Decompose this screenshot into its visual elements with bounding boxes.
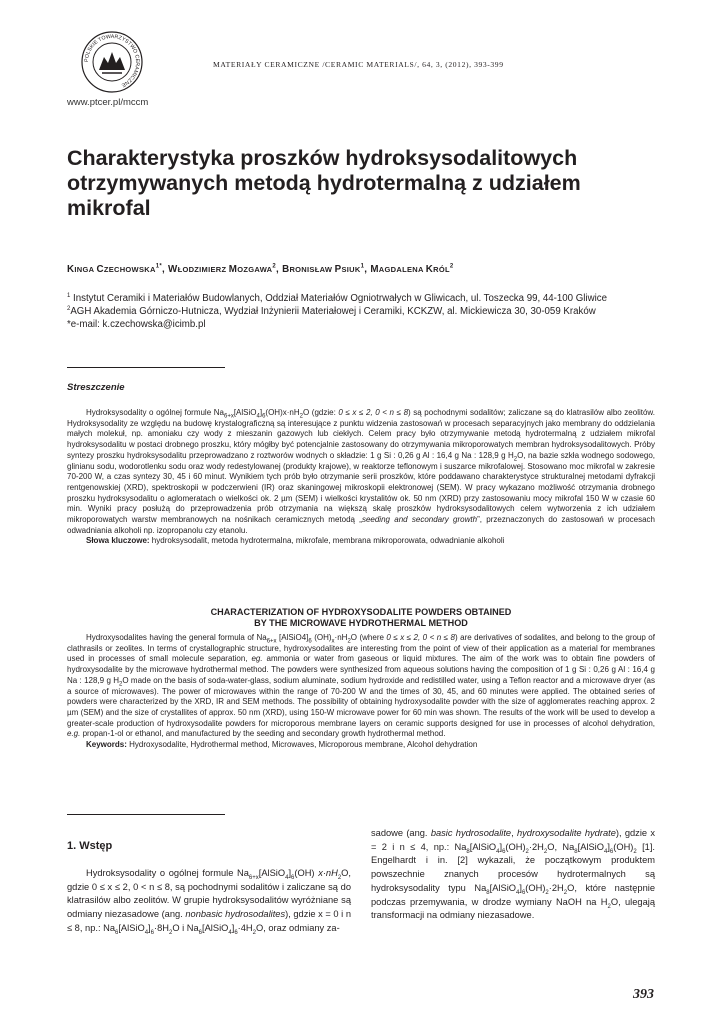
contact-email[interactable]: *e-mail: k.czechowska@icimb.pl [67, 319, 206, 330]
affiliation-2: $^2$AGH Akademia Górniczo-Hutnicza, Wydział Inżynierii Materiałowej i Ceramiki, KCKZW, al. Mickiewicza 30, 30-059 Kraków [67, 305, 596, 317]
body-column-right [371, 827, 655, 923]
society-logo [80, 30, 144, 94]
abstract-paragraph: Hydroxysodalites having the general formula of $Na_{6+x}$ $[AlSiO4]_6$ $(OH)_x\cdot nH_2O$ (where 0 ≤ x ≤ 2, 0 < n ≤ 8) are derivatives of sodalites, and belong to the group of clathrasils or zeolites. In terms of crystallographic structure, hydroxysodalites are interesting from the point of view of their application as a material for membranes used in processes of small molecule separation, eg. ammonia or water from gaseous or liquid mixtures. The aim of the work was to obtain fine powders of hydroxysodalite by the microwave hydrothermal method. The powders were synthesized from aqueous solutions having the composition of 1 g Si : 0,26 g Al : 16,4 g Na : 128,9 g $H_2O$ made on the basis of soda-water-glass, sodium aluminate, sodium hydroxide and redistilled water, using a Teflon reactor and a microwave dryer (as a source of microwaves). The power of microwaves within the range of 70-200 W and the times of 30, 45, and 60 minutes were applied. The obtained series of powders were characterized by the XRD, IR and SEM methods. The possibility of obtaining hydroxysodalite powder with the size of agglomerates reaching approx. 2 µm (SEM) and the size of crystallites of approx. 50 nm (XRD), using 150-W microwave power for 60 min was shown. The results of the work will be used to develop a greater-scale production of hydroxysodalite powders for microporous membrane layers on ceramic supports designed for use in processes of alcohol dehydration, e.g. propan-1-ol or ethanol, and manufactured by the seeding and secondary growth hydrothermal method. [67, 633, 656, 739]
abstract-polish [67, 408, 655, 547]
article-title: Charakterystyka proszków hydroksysodalitowych otrzymywanych metodą hydrotermalną z udziałem mikrofal [67, 146, 581, 220]
affiliations [67, 292, 667, 331]
divider [67, 367, 225, 368]
author: MAGDALENA KRÓL$^2$ [370, 263, 454, 275]
abstract-heading: Streszczenie [67, 382, 125, 393]
english-title: CHARACTERIZATION OF HYDROXYSODALITE POWDERS OBTAINED BY THE MICROWAVE HYDROTHERMAL METHOD [210, 607, 512, 628]
body-column-left [67, 867, 351, 936]
author: KINGA $CZECHOWSKA^{1*}$ [67, 263, 162, 275]
author-list: KINGA $CZECHOWSKA^{1*}$, WŁODZIMIERZ MOZGAWA$^2$, BRONISŁAW PSIUK$^1$, MAGDALENA KRÓL$^2$ [67, 263, 454, 275]
body-paragraph: sadowe (ang. basic hydrosodalite, hydroxysodalite hydrate), gdzie x = 2 i n ≤ 4, np.: $Na_8[AlSiO_4]_6(OH)_2\cdot 2H_2O$, $Na_8[AlSiO_4]_6(OH)_2$ [1]. Engelhardt i in. [2] wykazali, że początkowym produktem powszechnie znanych procesów hydrotermalnych są hydroksysodality typu $Na_8[AlSiO_4]_6(OH)_2\cdot 2H_2O$, które następnie podczas przemywania, w drodze wymiany NaOH na $H_2O$, ulegają transformacji na odmiany niezasadowe. [371, 828, 655, 921]
keywords-polish: Słowa kluczowe: hydroksysodalit, metoda hydrotermalna, mikrofale, membrana mikroporowata, odwadnianie alkoholi [86, 536, 505, 546]
divider [67, 814, 225, 815]
affiliation-1: $^1$ Instytut Ceramiki i Materiałów Budowlanych, Oddział Materiałów Ogniotrwałych w Gliwicach, ul. Toszecka 99, 44-100 Gliwice [67, 292, 607, 304]
body-paragraph: Hydroksysodality o ogólnej formule $Na_{6+x}[AlSiO_4]_6(OH)$ $x\cdot nH_2O$, gdzie 0 ≤ x ≤ 2, 0 < n ≤ 8, są pochodnymi sodalitów i zaliczane są do klatrasilów albo zeolitów. W grupie hydroksysodalitów wyróżniane są odmiany niezasadowe (ang. nonbasic hydrosodalites), gdzie x = 0 i n ≤ 8, np.: $Na_6[AlSiO_4]_6\cdot 8H_2O$ i $Na_6[AlSiO_4]_6\cdot 4H_2O$, oraz odmiany za- [67, 868, 351, 936]
page-number: 393 [633, 987, 654, 1002]
author: WŁODZIMIERZ MOZGAWA$^2$ [168, 263, 277, 275]
section-heading: 1. Wstęp [67, 840, 113, 852]
journal-website[interactable]: www.ptcer.pl/mccm [67, 97, 149, 108]
abstract-english [67, 633, 655, 751]
author: BRONISŁAW PSIUK$^1$ [282, 263, 365, 275]
keywords-english: Keywords: Hydroxysodalite, Hydrothermal method, Microwaves, Microporous membrane, Alcohol dehydration [86, 740, 478, 750]
journal-citation: MATERIAŁY CERAMICZNE /CERAMIC MATERIALS/, 64, 3, (2012), 393-399 [213, 60, 504, 69]
logo-ring-text: POLSKIE TOWARZYSTWO CERAMICZNE [83, 33, 141, 88]
abstract-paragraph: Hydroksysodality o ogólnej formule $Na_{6+x}[AlSiO_4]_6(OH)x\cdot nH_2O$ (gdzie: 0 ≤ x ≤ 2, 0 < n ≤ 8) są pochodnymi sodalitów; zaliczane są do klatrasilów albo zeolitów. Hydroksysodality ze względu na budowę krystalograficzną są interesujące z punktu widzenia zastosowań w procesach separacyjnych jako membrany do oddzielania małych molekuł, np. amoniaku czy wody z mieszanin gazowych lub ciekłych. Celem pracy było otrzymywanie metodą hydrotermalną z udziałem mikrofal hydroksysodalitu w postaci drobnego proszku, który mógłby być potencjalnie zastosowany do otrzymywania mikroporowatych membran hydroksysodalitowych. Próby syntezy proszku hydroksysodalitu przeprowadzano z roztworów wodnych o składzie: 1 g Si : 0,26 g Al : 16,4 g Na : 128,9 g $H_2O$, na bazie szkła wodnego sodowego, glinianu sodu, wodorotlenku sodu oraz wody redestylowanej (produkty krajowe), w reaktorze teflonowym i suszarce mikrofalowej. Stosowano moc mikrofal w zakresie 70-200 W, a czas syntezy 30, 45 i 60 minut. Wynikiem tych prób było otrzymanie serii proszków, które poddawano charakterystyce strukturalnej metodami dyfrakcji rentgenowskiej (XRD), spektroskopii w podczerwieni (IR) oraz skaningowej mikroskopii elektronowej (SEM). W pracy wykazano możliwość otrzymania drobnego proszku hydroksysodalitu o aglomeratach o wielkości ok. 2 µm (SEM) i wielkości krystalitów ok. 50 nm (XRD) przy zastosowaniu mocy mikrofal 150 W w czasie 60 min. Wyniki pracy posłużą do przeprowadzenia prób otrzymania na większą skalę proszków hydroksysodalitowych celem wytworzenia z ich udziałem mikroporowatych warstw membranowych na nośnikach ceramicznych metodą „seeding and secondary growth”, przeznaczonych do zastosowań w procesach odwadniania alkoholi np. izopropanolu czy etanolu. [67, 408, 656, 535]
